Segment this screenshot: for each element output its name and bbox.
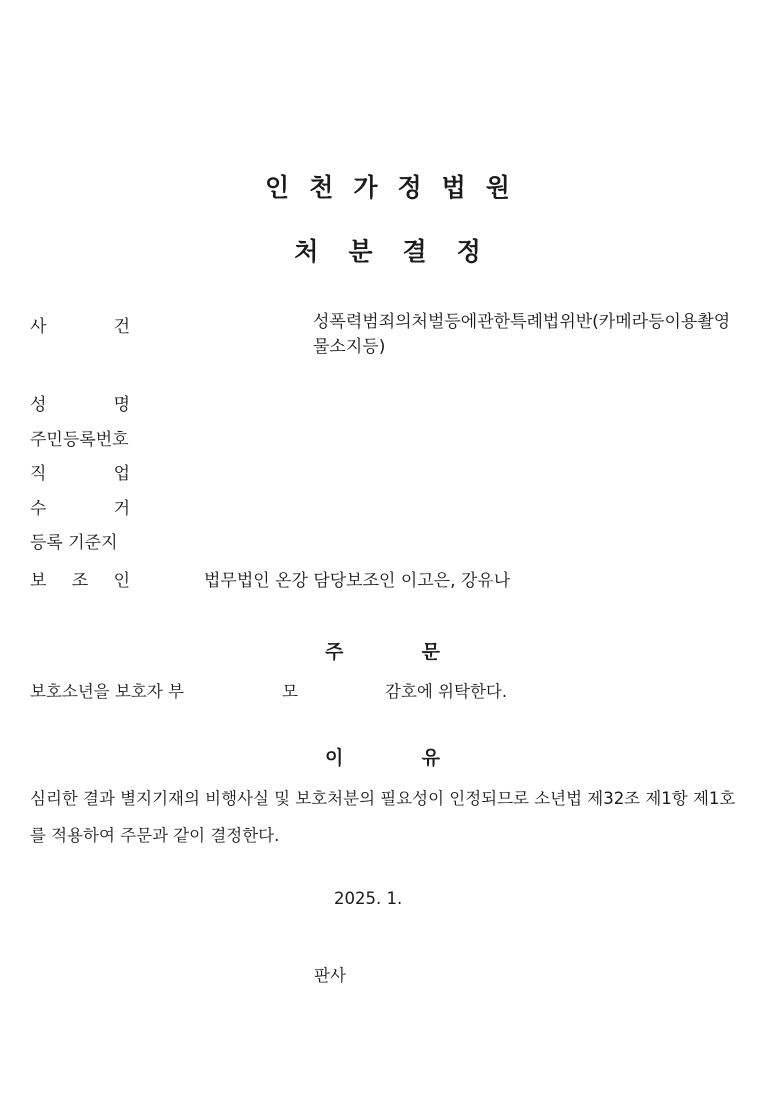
document-title: 처분결정 [294,237,511,266]
assistant-label: 보 조 인 [30,571,130,591]
resident-number-label: 주민등록번호 [30,430,129,450]
residence-label: 수 거 [30,499,130,519]
court-name: 인천가정법원 [265,173,530,202]
order-heading: 주 문 [325,641,440,663]
order-text-part3: 감호에 위탁한다. [385,682,508,701]
decision-date: 2025. 1. [334,889,403,908]
reason-heading: 이 유 [325,747,440,769]
order-text-part1: 보호소년을 보호자 부 [30,682,184,701]
registered-domicile-label: 등록 기준지 [30,533,118,553]
case-label: 사 건 [30,317,130,337]
assistant-value: 법무법인 온강 담당보조인 이고은, 강유나 [204,571,511,591]
order-text-part2: 모 [282,682,298,701]
reason-text: 심리한 결과 별지기재의 비행사실 및 보호처분의 필요성이 인정되므로 소년법 제32조 제1항 제1호를 적용하여 주문과 같이 결정한다. [30,789,736,845]
case-value: 성폭력범죄의처벌등에관한특례법위반(카메라등이용촬영물소지등) [313,312,731,357]
occupation-label: 직 업 [30,464,130,484]
judge-label: 판사 [314,966,346,985]
name-label: 성 명 [30,395,130,415]
